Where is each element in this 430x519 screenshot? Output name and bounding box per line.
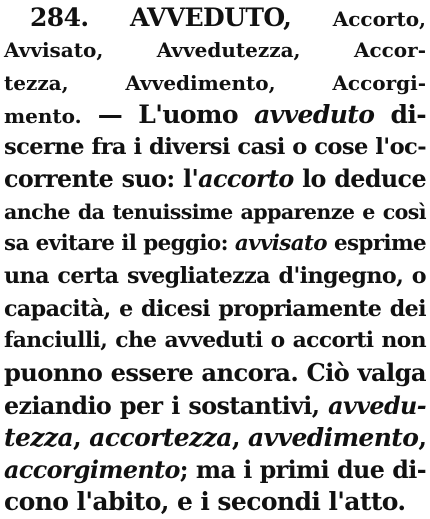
synonym-avvedutezza: Avvedutezza, bbox=[156, 38, 301, 63]
term-avvedutezza-part2: tezza bbox=[4, 422, 74, 452]
entry-line-1: 284. AVVEDUTO, Accorto, bbox=[30, 3, 426, 32]
text-fragment: lo deduce bbox=[293, 165, 426, 194]
punctuation: , bbox=[73, 422, 90, 452]
entry-line-11: fanciulli, che avveduti o accorti non bbox=[4, 327, 426, 353]
entry-line-12: puonno essere ancora. Ciò valga bbox=[4, 358, 426, 388]
entry-line-5: scerne fra i diversi casi o cose l'oc- bbox=[4, 134, 426, 161]
punctuation: , bbox=[418, 422, 427, 452]
entry-line-13 bbox=[4, 390, 426, 422]
entry-line-4 bbox=[4, 99, 426, 131]
entry-line-14 bbox=[4, 422, 426, 454]
synonym-entry-284 bbox=[4, 2, 426, 519]
text-fragment: esprime bbox=[326, 231, 427, 257]
synonym-avvedimento: Avvedimento, bbox=[125, 70, 276, 95]
synonym-accorto: Accorto, bbox=[332, 7, 426, 31]
synonym-accorgimento-part2: mento. bbox=[4, 103, 82, 128]
text-fragment: ; ma i primi due di- bbox=[179, 456, 426, 485]
entry-line-7: anche da tenuissime apparenze e così bbox=[4, 199, 426, 224]
term-accortezza: accortezza bbox=[89, 422, 232, 452]
synonym-accorgimento-part1: Accorgi- bbox=[332, 70, 427, 95]
entry-line-10: capacità, e dicesi propriamente dei bbox=[4, 295, 426, 322]
entry-line-15 bbox=[4, 454, 426, 486]
entry-line-3 bbox=[4, 67, 426, 99]
definition-intro: — L'uomo bbox=[97, 99, 238, 129]
synonym-accortezza-part2: tezza, bbox=[4, 70, 69, 95]
entry-number: 284. bbox=[30, 3, 89, 32]
entry-line-9: una certa svegliatezza d'ingegno, o bbox=[4, 263, 426, 290]
synonym-avvisato: Avvisato, bbox=[4, 38, 104, 63]
text-fragment: eziandio per i sostantivi, bbox=[4, 391, 329, 420]
punctuation: , bbox=[231, 422, 249, 452]
term-avvisato: avvisato bbox=[234, 231, 327, 257]
text-fragment: corrente suo: l' bbox=[4, 165, 199, 194]
synonym-accortezza-part1: Accor- bbox=[353, 38, 426, 63]
entry-line-6 bbox=[4, 163, 426, 195]
term-avvedutezza-part1: avvedu- bbox=[328, 391, 426, 420]
headword: AVVEDUTO bbox=[130, 3, 284, 32]
entry-line-16: cono l'abito, e i secondi l'atto. bbox=[4, 487, 406, 517]
term-avveduto: avveduto bbox=[254, 99, 375, 129]
term-avvedimento: avvedimento bbox=[248, 422, 419, 452]
entry-line-2 bbox=[4, 34, 426, 66]
entry-line-8 bbox=[4, 228, 426, 260]
term-accorto: accorto bbox=[198, 165, 294, 194]
text-fragment: sa evitare il peggio: bbox=[4, 231, 235, 257]
text-fragment: di- bbox=[390, 99, 427, 129]
term-accorgimento: accorgimento bbox=[4, 456, 180, 485]
